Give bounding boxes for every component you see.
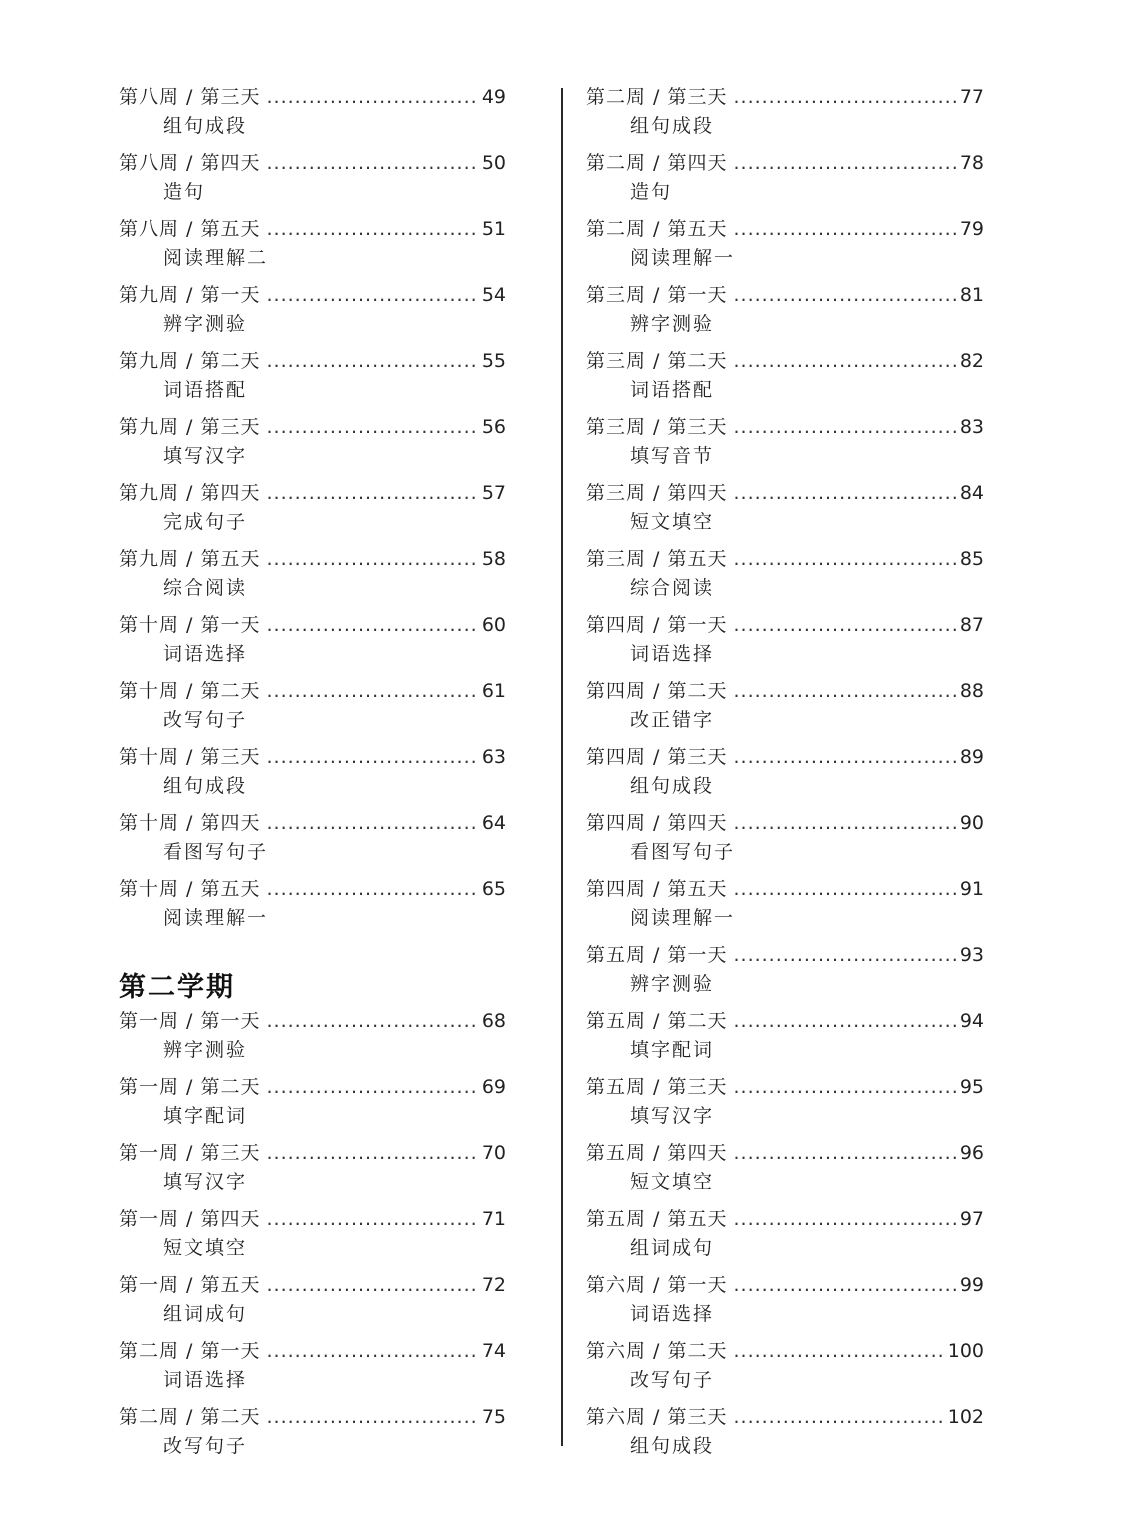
toc-entry-page-number: 77	[959, 86, 984, 108]
toc-entry-line	[586, 1270, 984, 1300]
toc-entry-topic: 短文填空	[163, 1237, 248, 1259]
dot-leader	[266, 610, 478, 640]
toc-entry-page-number: 74	[481, 1340, 506, 1362]
toc-entry[interactable]	[586, 214, 984, 280]
toc-entry-line	[119, 1270, 506, 1300]
toc-entry-label: 第一周 / 第四天	[119, 1208, 261, 1230]
toc-entry-topic: 看图写句子	[630, 841, 736, 863]
toc-entry-topic: 词语选择	[630, 1303, 715, 1325]
dot-leader	[266, 676, 478, 706]
dot-leader	[266, 1204, 478, 1234]
dot-leader	[733, 808, 956, 838]
toc-entry-topic: 造句	[630, 181, 673, 203]
toc-entry-page-number: 57	[481, 482, 506, 504]
toc-entry[interactable]	[119, 1072, 506, 1138]
toc-entry-line	[119, 346, 506, 376]
toc-entry-line	[586, 412, 984, 442]
toc-entry-label: 第八周 / 第三天	[119, 86, 261, 108]
dot-leader	[733, 1006, 956, 1036]
toc-entry-label: 第六周 / 第二天	[586, 1340, 728, 1362]
toc-entry-topic: 辨字测验	[630, 973, 715, 995]
toc-entry-page-number: 102	[947, 1406, 984, 1428]
toc-entry-line	[586, 1336, 984, 1366]
toc-entry-line	[119, 1072, 506, 1102]
toc-entry[interactable]	[119, 874, 506, 940]
toc-entry[interactable]	[586, 808, 984, 874]
toc-entry-line	[119, 1402, 506, 1432]
toc-entry-topic: 改正错字	[630, 709, 715, 731]
toc-entry[interactable]	[586, 148, 984, 214]
toc-list-semester-one	[119, 82, 506, 940]
dot-leader	[266, 874, 478, 904]
toc-entry-line	[586, 346, 984, 376]
toc-entry[interactable]	[119, 1402, 506, 1468]
toc-entry-label: 第五周 / 第一天	[586, 944, 728, 966]
dot-leader	[733, 742, 956, 772]
toc-entry-line	[119, 148, 506, 178]
dot-leader	[266, 1336, 478, 1366]
toc-entry-topic: 组句成段	[630, 1435, 715, 1457]
toc-entry[interactable]	[119, 346, 506, 412]
toc-entry[interactable]	[119, 544, 506, 610]
toc-entry[interactable]	[586, 874, 984, 940]
toc-entry-topic: 组句成段	[163, 775, 248, 797]
dot-leader	[733, 940, 956, 970]
toc-entry-topic: 填写汉字	[163, 445, 248, 467]
toc-entry-topic: 组句成段	[163, 115, 248, 137]
toc-entry-label: 第四周 / 第二天	[586, 680, 728, 702]
toc-entry-page-number: 60	[481, 614, 506, 636]
toc-entry-topic: 辨字测验	[163, 1039, 248, 1061]
toc-entry[interactable]	[586, 610, 984, 676]
toc-entry-page-number: 65	[481, 878, 506, 900]
toc-entry[interactable]	[586, 412, 984, 478]
toc-entry-label: 第六周 / 第三天	[586, 1406, 728, 1428]
toc-entry-topic: 阅读理解一	[163, 907, 269, 929]
toc-entry-topic: 词语选择	[163, 1369, 248, 1391]
toc-entry-label: 第九周 / 第五天	[119, 548, 261, 570]
dot-leader	[733, 148, 956, 178]
toc-entry[interactable]	[119, 148, 506, 214]
toc-entry-label: 第四周 / 第五天	[586, 878, 728, 900]
toc-entry-topic: 填字配词	[630, 1039, 715, 1061]
toc-entry-label: 第五周 / 第二天	[586, 1010, 728, 1032]
toc-entry-label: 第二周 / 第一天	[119, 1340, 261, 1362]
toc-entry-topic: 词语搭配	[163, 379, 248, 401]
toc-entry[interactable]	[119, 808, 506, 874]
dot-leader	[266, 808, 478, 838]
toc-entry-line	[119, 82, 506, 112]
dot-leader	[266, 214, 478, 244]
toc-entry[interactable]	[586, 1402, 984, 1468]
dot-leader	[733, 1402, 944, 1432]
toc-entry-label: 第一周 / 第五天	[119, 1274, 261, 1296]
toc-entry-label: 第三周 / 第五天	[586, 548, 728, 570]
toc-entry[interactable]	[586, 1204, 984, 1270]
toc-entry-line	[119, 742, 506, 772]
toc-entry-topic: 短文填空	[630, 511, 715, 533]
toc-entry-topic: 填字配词	[163, 1105, 248, 1127]
toc-entry-page-number: 91	[959, 878, 984, 900]
toc-entry-label: 第三周 / 第一天	[586, 284, 728, 306]
toc-entry-page-number: 95	[959, 1076, 984, 1098]
dot-leader	[733, 412, 956, 442]
toc-entry-line	[119, 280, 506, 310]
toc-entry[interactable]	[586, 82, 984, 148]
toc-entry-topic: 词语搭配	[630, 379, 715, 401]
toc-entry-topic: 阅读理解一	[630, 907, 736, 929]
toc-entry-page-number: 72	[481, 1274, 506, 1296]
toc-entry-page-number: 78	[959, 152, 984, 174]
toc-entry-line	[586, 1072, 984, 1102]
toc-entry-label: 第三周 / 第四天	[586, 482, 728, 504]
toc-entry-line	[586, 82, 984, 112]
toc-entry-line	[586, 478, 984, 508]
dot-leader	[733, 346, 956, 376]
toc-entry[interactable]	[119, 280, 506, 346]
toc-entry-page-number: 68	[481, 1010, 506, 1032]
dot-leader	[733, 1072, 956, 1102]
toc-entry[interactable]	[586, 940, 984, 1006]
toc-entry-topic: 组句成段	[630, 115, 715, 137]
toc-entry-line	[119, 808, 506, 838]
toc-entry-topic: 短文填空	[630, 1171, 715, 1193]
toc-entry-topic: 造句	[163, 181, 206, 203]
toc-entry-topic: 改写句子	[163, 709, 248, 731]
toc-entry-line	[586, 148, 984, 178]
toc-entry-page-number: 96	[959, 1142, 984, 1164]
toc-entry-topic: 词语选择	[163, 643, 248, 665]
toc-entry[interactable]	[119, 412, 506, 478]
dot-leader	[733, 1270, 956, 1300]
toc-entry-line	[586, 874, 984, 904]
toc-entry-topic: 改写句子	[163, 1435, 248, 1457]
toc-entry-page-number: 84	[959, 482, 984, 504]
toc-entry-line	[586, 676, 984, 706]
toc-entry[interactable]	[119, 610, 506, 676]
toc-entry[interactable]	[119, 1138, 506, 1204]
toc-entry-label: 第六周 / 第一天	[586, 1274, 728, 1296]
dot-leader	[733, 544, 956, 574]
toc-entry-topic: 填写汉字	[163, 1171, 248, 1193]
dot-leader	[266, 544, 478, 574]
toc-entry-page-number: 81	[959, 284, 984, 306]
toc-entry-page-number: 100	[947, 1340, 984, 1362]
toc-entry-topic: 看图写句子	[163, 841, 269, 863]
toc-entry-page-number: 97	[959, 1208, 984, 1230]
toc-entry[interactable]	[586, 1336, 984, 1402]
toc-entry-topic: 填写汉字	[630, 1105, 715, 1127]
toc-entry-topic: 综合阅读	[630, 577, 715, 599]
toc-entry-line	[586, 940, 984, 970]
toc-entry[interactable]	[586, 1138, 984, 1204]
dot-leader	[266, 148, 478, 178]
toc-entry-topic: 组词成句	[630, 1237, 715, 1259]
toc-entry-label: 第三周 / 第三天	[586, 416, 728, 438]
toc-entry-label: 第五周 / 第三天	[586, 1076, 728, 1098]
toc-entry[interactable]	[586, 346, 984, 412]
toc-entry-page-number: 50	[481, 152, 506, 174]
toc-entry-topic: 综合阅读	[163, 577, 248, 599]
toc-entry-label: 第五周 / 第五天	[586, 1208, 728, 1230]
toc-entry[interactable]	[119, 742, 506, 808]
toc-entry-page-number: 87	[959, 614, 984, 636]
toc-entry[interactable]	[119, 676, 506, 742]
toc-entry[interactable]	[586, 1006, 984, 1072]
toc-entry-page-number: 55	[481, 350, 506, 372]
toc-list-semester-two	[119, 1006, 506, 1468]
toc-entry[interactable]	[586, 478, 984, 544]
toc-entry-page-number: 79	[959, 218, 984, 240]
toc-entry-line	[119, 676, 506, 706]
toc-entry[interactable]	[586, 1072, 984, 1138]
dot-leader	[733, 214, 956, 244]
toc-entry[interactable]	[586, 544, 984, 610]
toc-entry-page-number: 71	[481, 1208, 506, 1230]
dot-leader	[733, 610, 956, 640]
toc-entry-line	[119, 214, 506, 244]
toc-entry-line	[586, 742, 984, 772]
toc-entry-topic: 辨字测验	[630, 313, 715, 335]
toc-entry-label: 第五周 / 第四天	[586, 1142, 728, 1164]
toc-entry-page-number: 49	[481, 86, 506, 108]
toc-entry-line	[119, 1336, 506, 1366]
toc-entry-label: 第九周 / 第一天	[119, 284, 261, 306]
toc-entry-page-number: 61	[481, 680, 506, 702]
toc-entry-line	[586, 1006, 984, 1036]
toc-entry-page-number: 94	[959, 1010, 984, 1032]
dot-leader	[733, 1204, 956, 1234]
toc-entry-line	[119, 1006, 506, 1036]
toc-entry-page-number: 89	[959, 746, 984, 768]
toc-entry-line	[586, 214, 984, 244]
toc-entry-line	[119, 478, 506, 508]
toc-entry-page-number: 83	[959, 416, 984, 438]
toc-entry[interactable]	[586, 742, 984, 808]
toc-entry-page-number: 93	[959, 944, 984, 966]
toc-entry-topic: 词语选择	[630, 643, 715, 665]
toc-entry-label: 第三周 / 第二天	[586, 350, 728, 372]
dot-leader	[266, 1138, 478, 1168]
toc-entry-label: 第四周 / 第一天	[586, 614, 728, 636]
toc-entry-topic: 阅读理解二	[163, 247, 269, 269]
toc-entry-label: 第八周 / 第四天	[119, 152, 261, 174]
toc-entry-line	[119, 1138, 506, 1168]
toc-entry[interactable]	[119, 1006, 506, 1072]
toc-entry-topic: 组词成句	[163, 1303, 248, 1325]
toc-entry-line	[586, 1138, 984, 1168]
dot-leader	[266, 412, 478, 442]
toc-entry-line	[119, 544, 506, 574]
toc-entry-page-number: 64	[481, 812, 506, 834]
toc-entry-line	[586, 1204, 984, 1234]
toc-entry-page-number: 90	[959, 812, 984, 834]
toc-entry-label: 第一周 / 第三天	[119, 1142, 261, 1164]
toc-entry[interactable]	[586, 676, 984, 742]
toc-entry-page-number: 51	[481, 218, 506, 240]
toc-entry-line	[119, 610, 506, 640]
toc-entry-page-number: 75	[481, 1406, 506, 1428]
dot-leader	[733, 280, 956, 310]
toc-left-column	[119, 82, 506, 1468]
section-title: 第二学期	[119, 972, 235, 1003]
toc-entry-label: 第九周 / 第四天	[119, 482, 261, 504]
toc-entry-label: 第十周 / 第三天	[119, 746, 261, 768]
toc-entry-page-number: 58	[481, 548, 506, 570]
dot-leader	[733, 82, 956, 112]
toc-entry[interactable]	[119, 478, 506, 544]
toc-entry-line	[586, 610, 984, 640]
toc-entry-page-number: 63	[481, 746, 506, 768]
dot-leader	[266, 1402, 478, 1432]
toc-entry-label: 第二周 / 第二天	[119, 1406, 261, 1428]
dot-leader	[266, 280, 478, 310]
toc-entry-label: 第十周 / 第五天	[119, 878, 261, 900]
dot-leader	[733, 676, 956, 706]
toc-entry-line	[119, 874, 506, 904]
toc-entry-page-number: 85	[959, 548, 984, 570]
dot-leader	[266, 1006, 478, 1036]
toc-entry-label: 第九周 / 第二天	[119, 350, 261, 372]
toc-entry-label: 第八周 / 第五天	[119, 218, 261, 240]
dot-leader	[733, 1336, 944, 1366]
toc-entry-page-number: 82	[959, 350, 984, 372]
toc-entry[interactable]	[586, 1270, 984, 1336]
toc-entry[interactable]	[119, 1204, 506, 1270]
toc-entry[interactable]	[119, 1336, 506, 1402]
toc-entry-topic: 阅读理解一	[630, 247, 736, 269]
toc-entry-page-number: 54	[481, 284, 506, 306]
dot-leader	[733, 478, 956, 508]
toc-entry-topic: 改写句子	[630, 1369, 715, 1391]
toc-entry-label: 第十周 / 第二天	[119, 680, 261, 702]
toc-entry-line	[586, 280, 984, 310]
dot-leader	[266, 1270, 478, 1300]
toc-entry[interactable]	[586, 280, 984, 346]
toc-entry-page-number: 88	[959, 680, 984, 702]
toc-entry-label: 第十周 / 第四天	[119, 812, 261, 834]
toc-entry-label: 第四周 / 第三天	[586, 746, 728, 768]
dot-leader	[266, 478, 478, 508]
toc-entry-label: 第二周 / 第四天	[586, 152, 728, 174]
toc-entry-topic: 辨字测验	[163, 313, 248, 335]
dot-leader	[266, 346, 478, 376]
dot-leader	[266, 1072, 478, 1102]
toc-entry-topic: 填写音节	[630, 445, 715, 467]
toc-entry-label: 第二周 / 第三天	[586, 86, 728, 108]
toc-entry-label: 第二周 / 第五天	[586, 218, 728, 240]
toc-entry-label: 第一周 / 第二天	[119, 1076, 261, 1098]
toc-entry-page-number: 99	[959, 1274, 984, 1296]
dot-leader	[733, 874, 956, 904]
dot-leader	[733, 1138, 956, 1168]
toc-entry-page-number: 69	[481, 1076, 506, 1098]
dot-leader	[266, 742, 478, 772]
toc-entry-label: 第九周 / 第三天	[119, 416, 261, 438]
toc-right-column	[586, 82, 984, 1468]
toc-list-right	[586, 82, 984, 1468]
toc-entry-line	[119, 412, 506, 442]
toc-entry-label: 第四周 / 第四天	[586, 812, 728, 834]
toc-entry[interactable]	[119, 214, 506, 280]
toc-entry-page-number: 56	[481, 416, 506, 438]
toc-entry-topic: 完成句子	[163, 511, 248, 533]
toc-entry-label: 第一周 / 第一天	[119, 1010, 261, 1032]
toc-entry-line	[586, 808, 984, 838]
toc-entry-topic: 组句成段	[630, 775, 715, 797]
column-divider	[561, 88, 563, 1446]
toc-entry[interactable]	[119, 1270, 506, 1336]
toc-entry-label: 第十周 / 第一天	[119, 614, 261, 636]
toc-entry-line	[119, 1204, 506, 1234]
toc-entry-line	[586, 544, 984, 574]
toc-entry-line	[586, 1402, 984, 1432]
toc-entry[interactable]	[119, 82, 506, 148]
dot-leader	[266, 82, 478, 112]
toc-entry-page-number: 70	[481, 1142, 506, 1164]
